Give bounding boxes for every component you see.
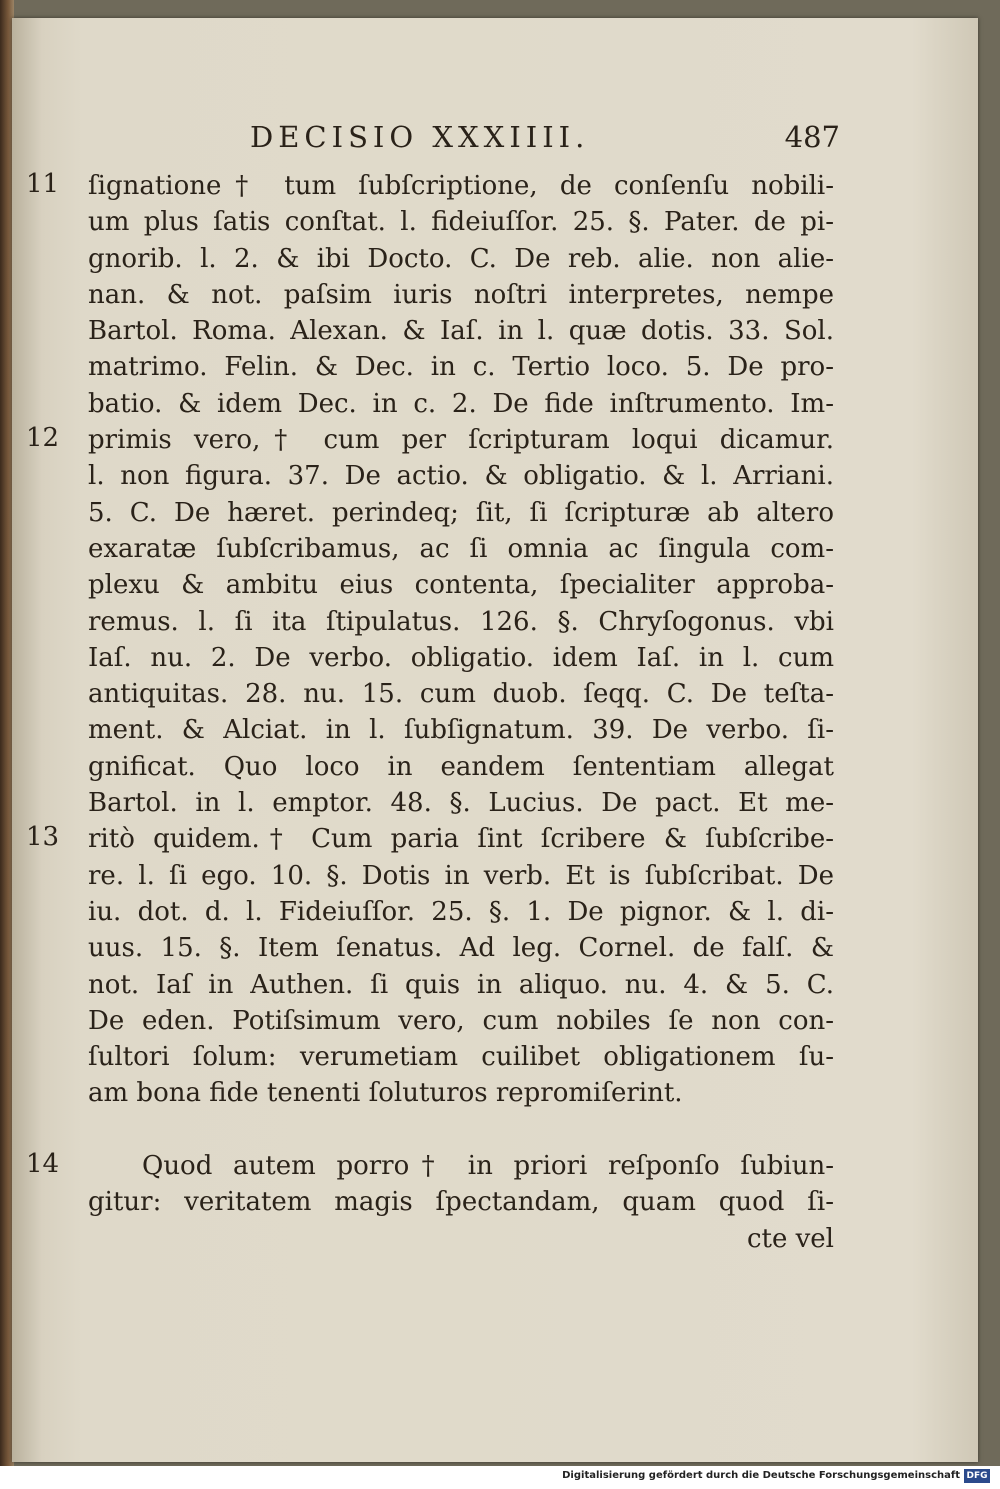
catchword: cte vel bbox=[746, 1223, 834, 1254]
text-line: batio. & idem Dec. in c. 2. De fide inſtrumento. Im- bbox=[88, 388, 834, 419]
page-number: 487 bbox=[784, 120, 840, 154]
dfg-logo: DFG bbox=[964, 1469, 990, 1483]
text-line: De eden. Potiſsimum vero, cum nobiles ſe non con- bbox=[88, 1005, 834, 1036]
text-line: um plus ſatis conſtat. l. fideiuſſor. 25. §. Pater. de pi- bbox=[88, 207, 834, 238]
text-line: iu. dot. d. l. Fideiuſſor. 25. §. 1. De pignor. & l. di- bbox=[88, 896, 834, 927]
text-line: exaratæ ſubſcribamus, ac ſi omnia ac ſingula com- bbox=[88, 533, 834, 564]
text-line: gitur: veritatem magis ſpectandam, quam quod ſi- bbox=[88, 1187, 834, 1218]
text-line: gnificat. Quo loco in eandem ſententiam allegat bbox=[88, 751, 834, 782]
text-line: plexu & ambitu eius contenta, ſpecialiter approba- bbox=[88, 570, 834, 601]
marginal-number: 11 bbox=[26, 169, 60, 199]
text-line: not. Iaſ in Authen. ſi quis in aliquo. nu. 4. & 5. C. bbox=[88, 969, 834, 1000]
text-line: primis vero,† cum per ſcripturam loqui dicamur. bbox=[88, 425, 834, 456]
body-text bbox=[88, 168, 834, 1257]
text-line: Bartol. in l. emptor. 48. §. Lucius. De pact. Et me- bbox=[88, 788, 834, 819]
paragraph-gap bbox=[88, 1112, 834, 1148]
marginal-number: 12 bbox=[26, 423, 60, 453]
text-line: nan. & not. paſsim iuris noſtri interpretes, nempe bbox=[88, 279, 834, 310]
text-line: Iaſ. nu. 2. De verbo. obligatio. idem Iaſ. in l. cum bbox=[88, 642, 834, 673]
text-line: ſultori ſolum: verumetiam cuilibet obligationem ſu- bbox=[88, 1042, 834, 1073]
text-line: ſignatione† tum ſubſcriptione, de conſenſu nobili- bbox=[88, 171, 834, 201]
text-line: 5. C. De hæret. perindeq; ſit, ſi ſcripturæ ab altero bbox=[88, 497, 834, 528]
text-line: Bartol. Roma. Alexan. & Iaſ. in l. quæ dotis. 33. Sol. bbox=[88, 316, 834, 347]
running-title: DECISIO XXXIIII. bbox=[250, 120, 590, 154]
text-line: gnorib. l. 2. & ibi Docto. C. De reb. alie. non alie- bbox=[88, 243, 834, 274]
funding-credit: Digitalisierung gefördert durch die Deutsche Forschungsgemeinschaft bbox=[562, 1470, 960, 1481]
text-line: ritò quidem.† Cum paria ſint ſcribere & ſubſcribe- bbox=[88, 824, 834, 855]
text-line: remus. l. ſi ita ſtipulatus. 126. §. Chryſogonus. vbi bbox=[88, 606, 834, 637]
marginal-number: 14 bbox=[26, 1149, 60, 1179]
page-header bbox=[250, 120, 840, 160]
text-line: uus. 15. §. Item ſenatus. Ad leg. Cornel. de falſ. & bbox=[88, 933, 834, 964]
text-line: Quod autem porro† in priori reſponſo ſubiun- bbox=[142, 1151, 834, 1182]
digitization-footer bbox=[0, 1466, 1000, 1489]
text-line: l. non figura. 37. De actio. & obligatio. & l. Arriani. bbox=[88, 461, 834, 492]
marginal-number: 13 bbox=[26, 822, 60, 852]
book-page bbox=[12, 18, 978, 1462]
text-line: matrimo. Felin. & Dec. in c. Tertio loco. 5. De pro- bbox=[88, 352, 834, 383]
text-line: antiquitas. 28. nu. 15. cum duob. ſeqq. C. De teſta- bbox=[88, 679, 834, 710]
text-line: re. l. ſi ego. 10. §. Dotis in verb. Et is ſubſcribat. De bbox=[88, 860, 834, 891]
text-line: ment. & Alciat. in l. ſubſignatum. 39. De verbo. ſi- bbox=[88, 715, 834, 746]
text-line: am bona fide tenenti ſoluturos repromiſerint. bbox=[88, 1078, 683, 1109]
